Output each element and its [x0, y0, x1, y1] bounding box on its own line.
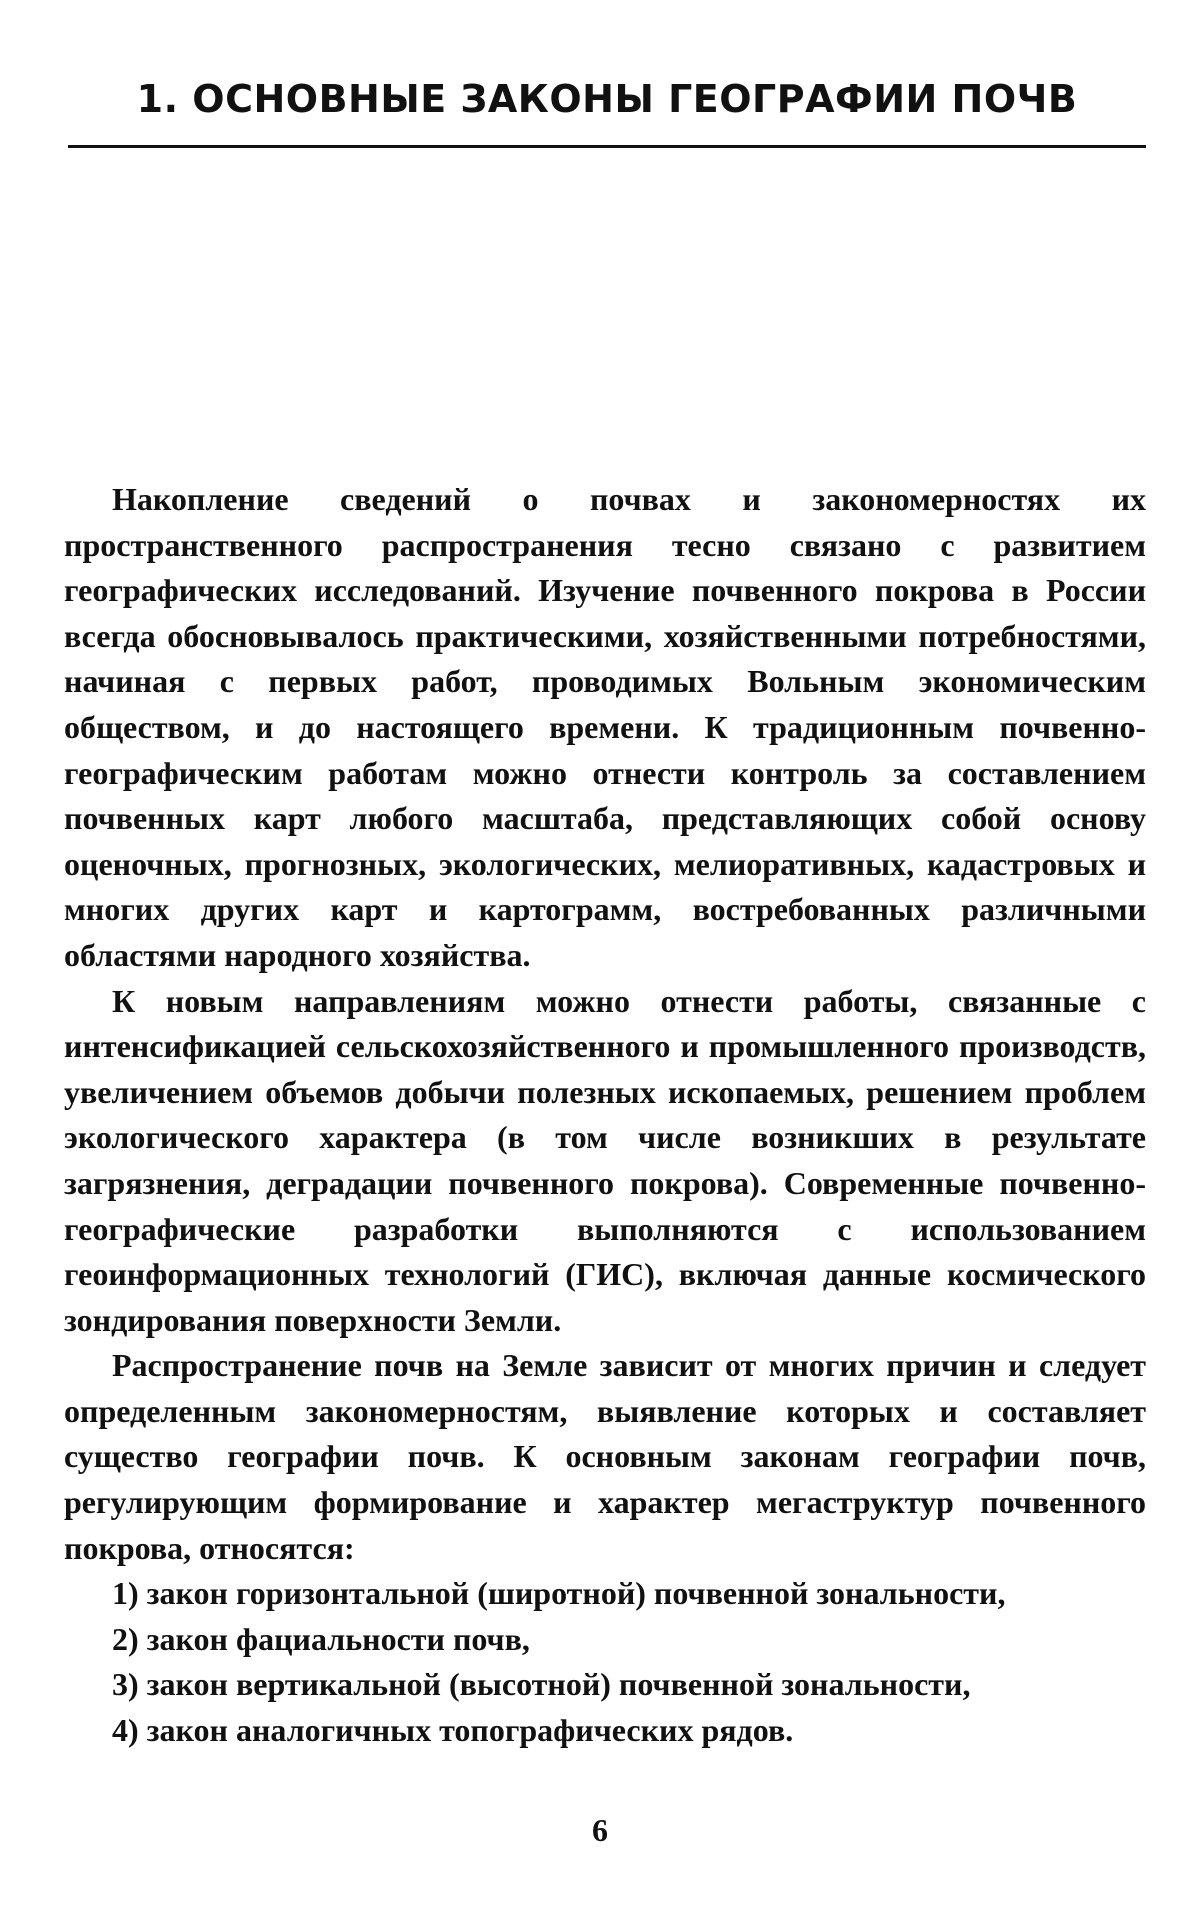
- list-item-law-2: 2) закон фациальности почв,: [112, 1620, 530, 1657]
- chapter-heading: 1. ОСНОВНЫЕ ЗАКОНЫ ГЕОГРАФИИ ПОЧВ: [136, 77, 1078, 121]
- list-item-law-3: 3) закон вертикальной (высотной) почвенной зональности,: [112, 1666, 971, 1703]
- paragraph-history: Накопление сведений о почвах и закономерностях их пространственного распространения тесно связано с развитием географических исследований. Изучение почвенного покрова в России всегда обосновывалось практическими, хозяйственными потребностями, начиная с первых работ, проводимых Вольным экономическим обществом, и до настоящего времени. К традиционным почвенно-географическим работам можно отнести контроль за составлением почвенных карт любого масштаба, представляющих собой основу оценочных, прогнозных, экологических, мелиоративных, кадастровых и многих других карт и картограмм, востребованных различными областями народного хозяйства.: [64, 481, 1146, 973]
- page-number: 6: [592, 1812, 608, 1848]
- list-item-law-4: 4) закон аналогичных топографических рядов.: [112, 1712, 794, 1749]
- list-item-law-1: 1) закон горизонтальной (широтной) почвенной зональности,: [112, 1575, 1006, 1612]
- chapter-body: [64, 477, 1146, 1754]
- laws-list: [64, 1571, 1146, 1753]
- heading-divider: [68, 145, 1146, 148]
- paragraph-new-directions: К новым направлениям можно отнести работы, связанные с интенсификацией сельскохозяйственного и промышленного производств, увеличением объемов добычи полезных ископаемых, решением проблем экологического характера (в том числе возникших в результате загрязнения, деградации почвенного покрова). Современные почвенно-географические разработки выполняются с использованием геоинформационных технологий (ГИС), включая данные космического зондирования поверхности Земли.: [64, 982, 1146, 1338]
- paragraph-laws-intro: Распространение почв на Земле зависит от многих причин и следует определенным закономерностям, выявление которых и составляет существо географии почв. К основным законам географии почв, регулирующим формирование и характер мегаструктур почвенного покрова, относятся:: [64, 1347, 1146, 1566]
